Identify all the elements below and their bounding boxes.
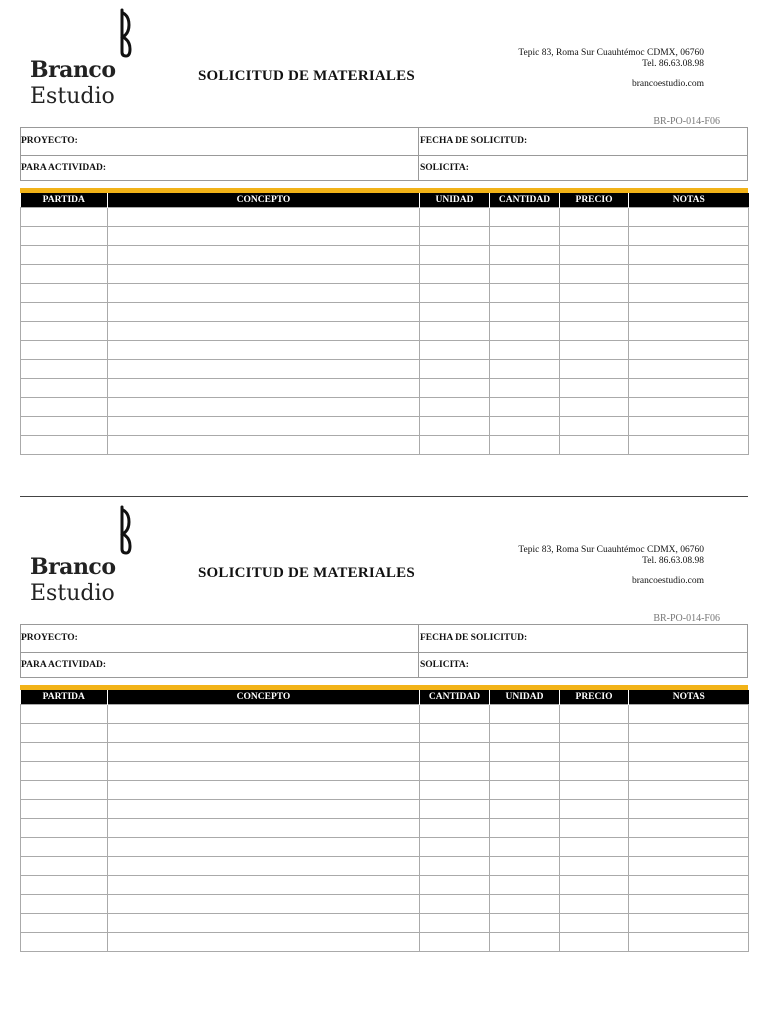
cell-concepto[interactable] xyxy=(108,417,420,436)
cell-concepto[interactable] xyxy=(108,322,420,341)
cell-unidad[interactable] xyxy=(420,265,490,284)
cell-partida[interactable] xyxy=(21,762,108,781)
cell-precio[interactable] xyxy=(560,379,629,398)
cell-unidad[interactable] xyxy=(490,724,560,743)
cell-partida[interactable] xyxy=(21,208,108,227)
cell-precio[interactable] xyxy=(560,876,629,895)
logo-word-estudio: Estudio xyxy=(30,581,115,606)
cell-notas[interactable] xyxy=(629,284,749,303)
cell-precio[interactable] xyxy=(560,819,629,838)
cell-concepto[interactable] xyxy=(108,800,420,819)
cell-unidad[interactable] xyxy=(490,876,560,895)
info-box xyxy=(20,127,748,181)
table-row xyxy=(21,284,749,303)
cell-cantidad[interactable] xyxy=(420,743,490,762)
info-row-2 xyxy=(21,155,747,182)
cell-notas[interactable] xyxy=(629,303,749,322)
table-row xyxy=(21,895,749,914)
cell-precio[interactable] xyxy=(560,762,629,781)
table-header xyxy=(21,193,749,208)
col-header: CONCEPTO xyxy=(108,690,420,705)
contact-block xyxy=(518,545,704,587)
cell-partida[interactable] xyxy=(21,265,108,284)
cell-notas[interactable] xyxy=(629,857,749,876)
cell-partida[interactable] xyxy=(21,417,108,436)
col-header: PRECIO xyxy=(560,193,629,208)
cell-precio[interactable] xyxy=(560,284,629,303)
info-row-1 xyxy=(21,128,747,156)
cell-precio[interactable] xyxy=(560,246,629,265)
cell-precio[interactable] xyxy=(560,857,629,876)
table-row xyxy=(21,857,749,876)
cell-cantidad[interactable] xyxy=(490,322,560,341)
col-header: NOTAS xyxy=(629,690,749,705)
cell-notas[interactable] xyxy=(629,876,749,895)
logo-word-estudio: Estudio xyxy=(30,84,115,109)
cell-partida[interactable] xyxy=(21,705,108,724)
cell-precio[interactable] xyxy=(560,743,629,762)
table-row xyxy=(21,838,749,857)
table-row xyxy=(21,265,749,284)
cell-unidad[interactable] xyxy=(490,800,560,819)
cell-precio[interactable] xyxy=(560,398,629,417)
cell-concepto[interactable] xyxy=(108,857,420,876)
table-row xyxy=(21,379,749,398)
col-header: PARTIDA xyxy=(21,193,108,208)
cell-precio[interactable] xyxy=(560,208,629,227)
cell-concepto[interactable] xyxy=(108,876,420,895)
proyecto-label: PROYECTO: xyxy=(21,633,78,643)
table-row xyxy=(21,398,749,417)
logo-word-branco: Branco xyxy=(30,57,116,83)
cell-partida[interactable] xyxy=(21,246,108,265)
cell-concepto[interactable] xyxy=(108,895,420,914)
cell-cantidad[interactable] xyxy=(490,246,560,265)
cell-cantidad[interactable] xyxy=(420,857,490,876)
cell-cantidad[interactable] xyxy=(490,379,560,398)
cell-concepto[interactable] xyxy=(108,360,420,379)
branco-b-mark-icon xyxy=(116,8,136,58)
table-row xyxy=(21,436,749,455)
cell-cantidad[interactable] xyxy=(420,895,490,914)
cell-precio[interactable] xyxy=(560,705,629,724)
cell-unidad[interactable] xyxy=(490,914,560,933)
fecha-label: FECHA DE SOLICITUD: xyxy=(420,136,528,146)
logo-word-branco: Branco xyxy=(30,554,116,580)
cell-notas[interactable] xyxy=(629,227,749,246)
table-row xyxy=(21,227,749,246)
cell-concepto[interactable] xyxy=(108,781,420,800)
cell-notas[interactable] xyxy=(629,724,749,743)
cell-precio[interactable] xyxy=(560,322,629,341)
table-row xyxy=(21,914,749,933)
cell-notas[interactable] xyxy=(629,781,749,800)
col-header: CONCEPTO xyxy=(108,193,420,208)
cell-unidad[interactable] xyxy=(490,762,560,781)
cell-cantidad[interactable] xyxy=(490,341,560,360)
table-row xyxy=(21,360,749,379)
table-row xyxy=(21,781,749,800)
cell-unidad[interactable] xyxy=(420,417,490,436)
cell-concepto[interactable] xyxy=(108,743,420,762)
cell-cantidad[interactable] xyxy=(490,360,560,379)
info-box xyxy=(20,624,748,678)
cell-partida[interactable] xyxy=(21,724,108,743)
cell-precio[interactable] xyxy=(560,781,629,800)
cell-cantidad[interactable] xyxy=(490,227,560,246)
cell-notas[interactable] xyxy=(629,838,749,857)
request-form-2 xyxy=(0,497,768,967)
cell-partida[interactable] xyxy=(21,322,108,341)
table-row xyxy=(21,246,749,265)
phone: Tel. 86.63.08.98 xyxy=(642,556,704,566)
website: brancoestudio.com xyxy=(631,79,704,89)
cell-partida[interactable] xyxy=(21,876,108,895)
cell-unidad[interactable] xyxy=(490,838,560,857)
cell-partida[interactable] xyxy=(21,819,108,838)
cell-concepto[interactable] xyxy=(108,724,420,743)
cell-notas[interactable] xyxy=(629,208,749,227)
info-row-1 xyxy=(21,625,747,653)
table-row xyxy=(21,417,749,436)
cell-notas[interactable] xyxy=(629,360,749,379)
cell-concepto[interactable] xyxy=(108,246,420,265)
request-form-1 xyxy=(0,0,768,470)
col-header: CANTIDAD xyxy=(420,690,490,705)
cell-partida[interactable] xyxy=(21,436,108,455)
materials-table xyxy=(20,685,748,952)
cell-notas[interactable] xyxy=(629,705,749,724)
solicita-label: SOLICITA: xyxy=(420,163,469,173)
cell-unidad[interactable] xyxy=(490,705,560,724)
cell-notas[interactable] xyxy=(629,914,749,933)
cell-notas[interactable] xyxy=(629,762,749,781)
cell-cantidad[interactable] xyxy=(490,398,560,417)
cell-partida[interactable] xyxy=(21,838,108,857)
cell-cantidad[interactable] xyxy=(420,876,490,895)
cell-partida[interactable] xyxy=(21,914,108,933)
actividad-label: PARA ACTIVIDAD: xyxy=(21,660,107,670)
cell-concepto[interactable] xyxy=(108,762,420,781)
cell-cantidad[interactable] xyxy=(490,436,560,455)
cell-partida[interactable] xyxy=(21,933,108,952)
cell-notas[interactable] xyxy=(629,417,749,436)
phone: Tel. 86.63.08.98 xyxy=(642,59,704,69)
cell-precio[interactable] xyxy=(560,341,629,360)
cell-unidad[interactable] xyxy=(420,379,490,398)
col-header: UNIDAD xyxy=(420,193,490,208)
table-row xyxy=(21,762,749,781)
cell-cantidad[interactable] xyxy=(420,838,490,857)
cell-unidad[interactable] xyxy=(490,781,560,800)
cell-partida[interactable] xyxy=(21,800,108,819)
contact-block xyxy=(518,48,704,90)
cell-cantidad[interactable] xyxy=(420,933,490,952)
cell-unidad[interactable] xyxy=(420,227,490,246)
cell-partida[interactable] xyxy=(21,781,108,800)
cell-unidad[interactable] xyxy=(490,933,560,952)
table-row xyxy=(21,819,749,838)
cell-unidad[interactable] xyxy=(490,819,560,838)
table-row xyxy=(21,876,749,895)
cell-notas[interactable] xyxy=(629,895,749,914)
cell-cantidad[interactable] xyxy=(490,417,560,436)
cell-concepto[interactable] xyxy=(108,838,420,857)
cell-partida[interactable] xyxy=(21,398,108,417)
branco-b-mark-icon xyxy=(116,505,136,555)
cell-cantidad[interactable] xyxy=(420,800,490,819)
cell-concepto[interactable] xyxy=(108,933,420,952)
cell-cantidad[interactable] xyxy=(490,208,560,227)
address: Tepic 83, Roma Sur Cuauhtémoc CDMX, 06760 xyxy=(518,48,704,58)
cell-unidad[interactable] xyxy=(490,743,560,762)
cell-concepto[interactable] xyxy=(108,208,420,227)
cell-cantidad[interactable] xyxy=(420,724,490,743)
actividad-label: PARA ACTIVIDAD: xyxy=(21,163,107,173)
cell-precio[interactable] xyxy=(560,838,629,857)
branco-logo xyxy=(30,8,150,108)
cell-notas[interactable] xyxy=(629,322,749,341)
materials-table xyxy=(20,188,748,455)
cell-notas[interactable] xyxy=(629,819,749,838)
cell-precio[interactable] xyxy=(560,227,629,246)
cell-notas[interactable] xyxy=(629,246,749,265)
cell-precio[interactable] xyxy=(560,417,629,436)
cell-cantidad[interactable] xyxy=(490,265,560,284)
cell-notas[interactable] xyxy=(629,265,749,284)
cell-unidad[interactable] xyxy=(420,284,490,303)
cell-partida[interactable] xyxy=(21,227,108,246)
table-row xyxy=(21,341,749,360)
form-title: SOLICITUD DE MATERIALES xyxy=(198,565,415,581)
cell-notas[interactable] xyxy=(629,379,749,398)
cell-notas[interactable] xyxy=(629,933,749,952)
cell-partida[interactable] xyxy=(21,303,108,322)
form-code: BR-PO-014-F06 xyxy=(653,116,720,127)
cell-notas[interactable] xyxy=(629,341,749,360)
table-row xyxy=(21,800,749,819)
cell-notas[interactable] xyxy=(629,398,749,417)
cell-concepto[interactable] xyxy=(108,436,420,455)
cell-cantidad[interactable] xyxy=(420,819,490,838)
address: Tepic 83, Roma Sur Cuauhtémoc CDMX, 06760 xyxy=(518,545,704,555)
cell-precio[interactable] xyxy=(560,303,629,322)
cell-partida[interactable] xyxy=(21,341,108,360)
cell-unidad[interactable] xyxy=(420,322,490,341)
cell-precio[interactable] xyxy=(560,914,629,933)
cell-unidad[interactable] xyxy=(420,360,490,379)
cell-cantidad[interactable] xyxy=(420,762,490,781)
cell-precio[interactable] xyxy=(560,800,629,819)
solicita-label: SOLICITA: xyxy=(420,660,469,670)
cell-concepto[interactable] xyxy=(108,379,420,398)
cell-concepto[interactable] xyxy=(108,284,420,303)
cell-notas[interactable] xyxy=(629,743,749,762)
fecha-label: FECHA DE SOLICITUD: xyxy=(420,633,528,643)
branco-logo xyxy=(30,505,150,605)
cell-partida[interactable] xyxy=(21,360,108,379)
col-header: PARTIDA xyxy=(21,690,108,705)
cell-unidad[interactable] xyxy=(420,246,490,265)
cell-concepto[interactable] xyxy=(108,341,420,360)
website: brancoestudio.com xyxy=(631,576,704,586)
cell-concepto[interactable] xyxy=(108,398,420,417)
cell-cantidad[interactable] xyxy=(490,284,560,303)
cell-notas[interactable] xyxy=(629,800,749,819)
cell-concepto[interactable] xyxy=(108,303,420,322)
col-header: NOTAS xyxy=(629,193,749,208)
cell-unidad[interactable] xyxy=(420,436,490,455)
info-row-2 xyxy=(21,652,747,679)
cell-concepto[interactable] xyxy=(108,914,420,933)
cell-precio[interactable] xyxy=(560,724,629,743)
col-header: UNIDAD xyxy=(490,690,560,705)
table-header xyxy=(21,690,749,705)
cell-cantidad[interactable] xyxy=(420,914,490,933)
cell-unidad[interactable] xyxy=(490,857,560,876)
cell-partida[interactable] xyxy=(21,857,108,876)
cell-partida[interactable] xyxy=(21,379,108,398)
cell-precio[interactable] xyxy=(560,360,629,379)
table-row xyxy=(21,724,749,743)
table-row xyxy=(21,303,749,322)
table-row xyxy=(21,322,749,341)
form-code: BR-PO-014-F06 xyxy=(653,613,720,624)
cell-concepto[interactable] xyxy=(108,265,420,284)
cell-cantidad[interactable] xyxy=(420,781,490,800)
cell-precio[interactable] xyxy=(560,265,629,284)
table-row xyxy=(21,933,749,952)
cell-precio[interactable] xyxy=(560,895,629,914)
proyecto-label: PROYECTO: xyxy=(21,136,78,146)
table-row xyxy=(21,705,749,724)
cell-cantidad[interactable] xyxy=(490,303,560,322)
table-row xyxy=(21,208,749,227)
cell-unidad[interactable] xyxy=(420,208,490,227)
col-header: PRECIO xyxy=(560,690,629,705)
cell-partida[interactable] xyxy=(21,743,108,762)
cell-partida[interactable] xyxy=(21,284,108,303)
col-header: CANTIDAD xyxy=(490,193,560,208)
form-title: SOLICITUD DE MATERIALES xyxy=(198,68,415,84)
cell-concepto[interactable] xyxy=(108,705,420,724)
cell-unidad[interactable] xyxy=(420,398,490,417)
cell-precio[interactable] xyxy=(560,436,629,455)
cell-unidad[interactable] xyxy=(490,895,560,914)
cell-concepto[interactable] xyxy=(108,227,420,246)
cell-precio[interactable] xyxy=(560,933,629,952)
cell-partida[interactable] xyxy=(21,895,108,914)
cell-unidad[interactable] xyxy=(420,303,490,322)
cell-cantidad[interactable] xyxy=(420,705,490,724)
cell-unidad[interactable] xyxy=(420,341,490,360)
cell-notas[interactable] xyxy=(629,436,749,455)
cell-concepto[interactable] xyxy=(108,819,420,838)
table-row xyxy=(21,743,749,762)
